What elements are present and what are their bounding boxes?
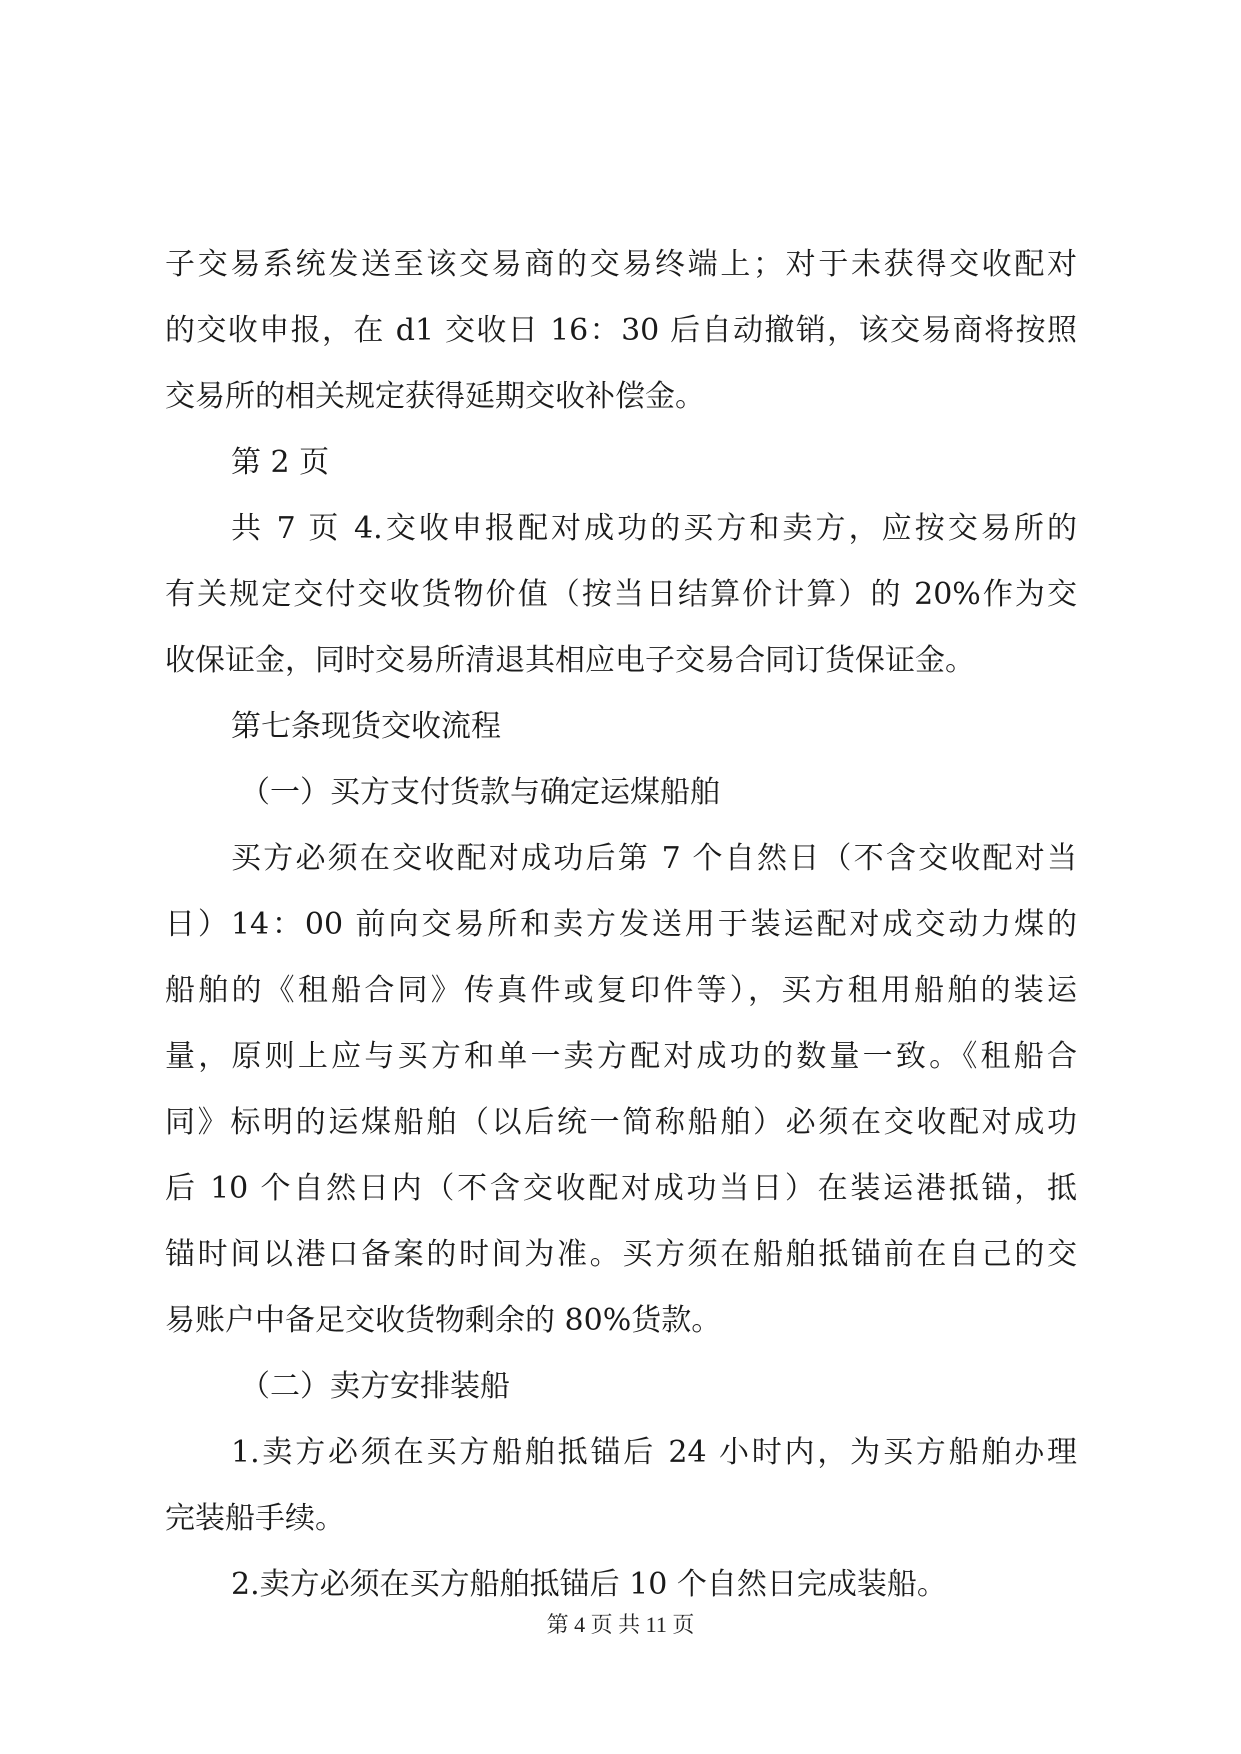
- page-footer: [0, 1610, 1241, 1640]
- text-line: 1.卖方必须在买方船舶抵锚后 24 小时内，为买方船舶办理: [231, 1435, 1077, 1470]
- text-line: 同》标明的运煤船舶（以后统一简称船舶）必须在交收配对成功: [165, 1105, 1077, 1140]
- text-line: 子交易系统发送至该交易商的交易终端上；对于未获得交收配对: [165, 247, 1077, 282]
- section-heading: 第七条现货交收流程: [231, 709, 501, 744]
- text-line: 日）14：00 前向交易所和卖方发送用于装运配对成交动力煤的: [165, 907, 1077, 942]
- subsection-heading: （一）买方支付货款与确定运煤船舶: [240, 775, 720, 810]
- text-line: 2.卖方必须在买方船舶抵锚后 10 个自然日完成装船。: [231, 1567, 947, 1602]
- text-line: 量，原则上应与买方和单一卖方配对成功的数量一致。《租船合: [165, 1039, 1077, 1074]
- text-line: 船舶的《租船合同》传真件或复印件等），买方租用船舶的装运: [165, 973, 1077, 1008]
- subsection-heading: （二）卖方安排装船: [240, 1369, 510, 1404]
- text-line: 锚时间以港口备案的时间为准。买方须在船舶抵锚前在自己的交: [165, 1237, 1077, 1272]
- text-line: 共 7 页 4.交收申报配对成功的买方和卖方，应按交易所的: [231, 511, 1077, 546]
- page-marker-line: 第 2 页: [231, 445, 330, 480]
- text-line: 易账户中备足交收货物剩余的 80%货款。: [165, 1303, 722, 1338]
- document-body: [165, 232, 1077, 1618]
- text-line: 后 10 个自然日内（不含交收配对成功当日）在装运港抵锚，抵: [165, 1171, 1077, 1206]
- text-line: 买方必须在交收配对成功后第 7 个自然日（不含交收配对当: [231, 841, 1077, 876]
- text-line: 收保证金，同时交易所清退其相应电子交易合同订货保证金。: [165, 643, 975, 678]
- text-line: 有关规定交付交收货物价值（按当日结算价计算）的 20%作为交: [165, 577, 1077, 612]
- page-number-label: 第 4 页 共 11 页: [546, 1612, 695, 1637]
- text-line: 的交收申报，在 d1 交收日 16：30 后自动撤销，该交易商将按照: [165, 313, 1077, 348]
- text-line: 完装船手续。: [165, 1501, 345, 1536]
- text-line: 交易所的相关规定获得延期交收补偿金。: [165, 379, 705, 414]
